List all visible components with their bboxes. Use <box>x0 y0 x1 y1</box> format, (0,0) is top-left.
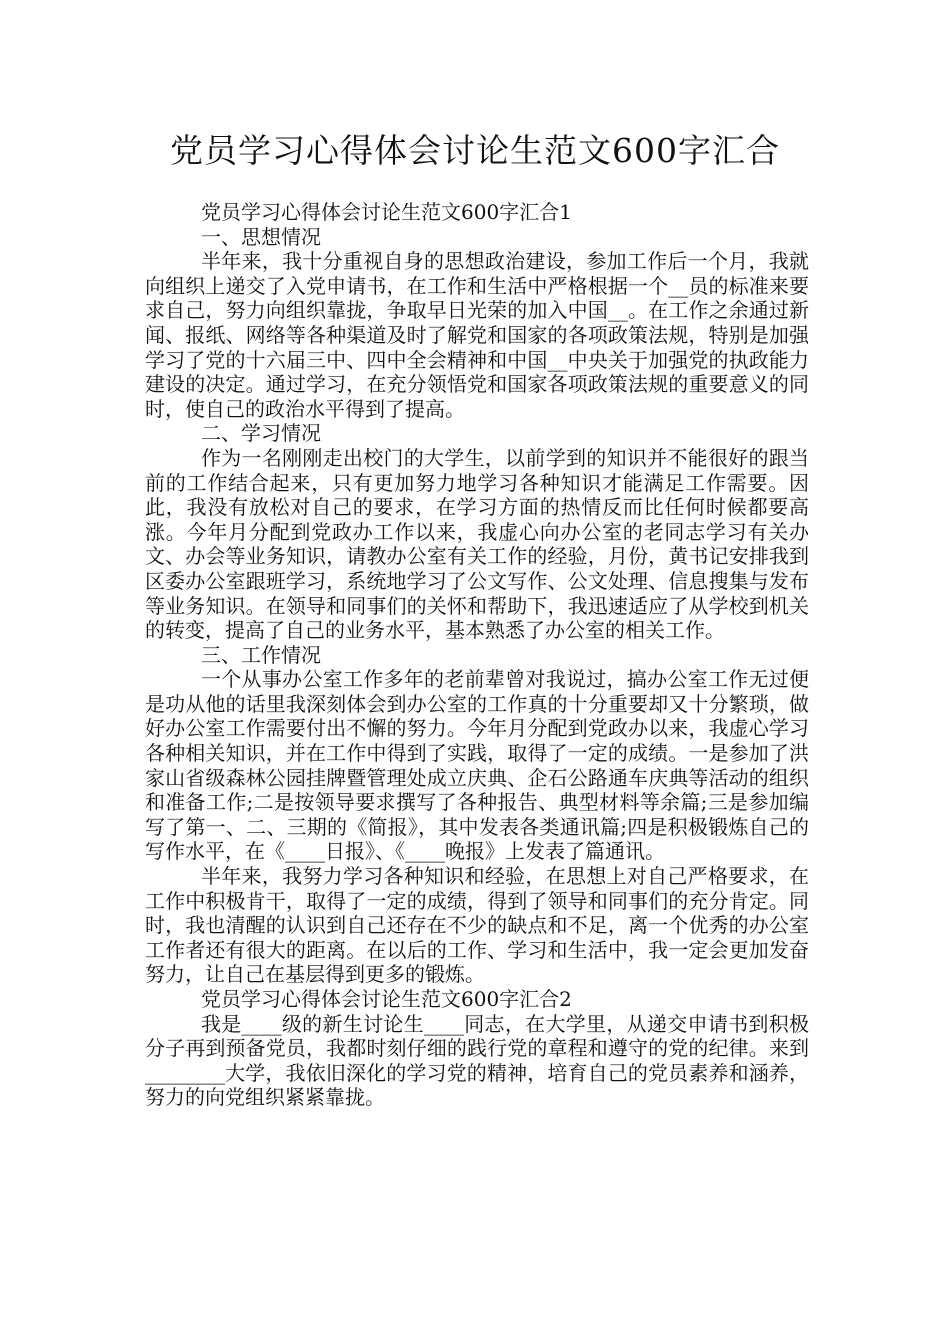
conclusion-paragraph: 半年来，我努力学习各种知识和经验，在思想上对自己严格要求，在工作中积极肯干，取得了一定的成绩，得到了领导和同事们的充分肯定。同时，我也清醒的认识到自己还存在不少的缺点和不足，离一个优秀的办公室工作者还有很大的距离。在以后的工作、学习和生活中，我一定会更加发奋努力，让自己在基层得到更多的锻炼。 <box>145 864 809 987</box>
section-3-paragraph: 一个从事办公室工作多年的老前辈曾对我说过，搞办公室工作无过便是功从他的话里我深刻体会到办公室的工作真的十分重要却又十分繁琐，做好办公室工作需要付出不懈的努力。今年月分配到党政办以来，我虚心学习各种相关知识，并在工作中得到了实践，取得了一定的成绩。一是参加了洪家山省级森林公园挂牌暨管理处成立庆典、企石公路通车庆典等活动的组织和准备工作;二是按领导要求撰写了各种报告、典型材料等余篇;三是参加编写了第一、二、三期的《简报》，其中发表各类通讯篇;四是积极锻炼自己的写作水平，在《____日报》、《____晚报》上发表了篇通讯。 <box>145 667 809 864</box>
article-2-paragraph: 我是____级的新生讨论生____同志，在大学里，从递交申请书到积极分子再到预备党员，我都时刻仔细的践行党的章程和遵守的党的纪律。来到________大学，我依旧深化的学习党的精神，培育自己的党员素养和涵养，努力的向党组织紧紧靠拢。 <box>145 1011 809 1110</box>
section-1-paragraph: 半年来，我十分重视自身的思想政治建设，参加工作后一个月，我就向组织上递交了入党申请书，在工作和生活中严格根据一个__员的标准来要求自己，努力向组织靠拢，争取早日光荣的加入中国__。在工作之余通过新闻、报纸、网络等各种渠道及时了解党和国家的各项政策法规，特别是加强学习了党的十六届三中、四中全会精神和中国__中央关于加强党的执政能力建设的决定。通过学习，在充分领悟党和国家各项政策法规的重要意义的同时，使自己的政治水平得到了提高。 <box>145 249 809 421</box>
section-2-paragraph: 作为一名刚刚走出校门的大学生，以前学到的知识并不能很好的跟当前的工作结合起来，只有更加努力地学习各种知识才能满足工作需要。因此，我没有放松对自己的要求，在学习方面的热情反而比任何时候都要高涨。今年月分配到党政办工作以来，我虚心向办公室的老同志学习有关办文、办会等业务知识，请教办公室有关工作的经验，月份，黄书记安排我到区委办公室跟班学习，系统地学习了公文写作、公文处理、信息搜集与发布等业务知识。在领导和同事们的关怀和帮助下，我迅速适应了从学校到机关的转变，提高了自己的业务水平，基本熟悉了办公室的相关工作。 <box>145 445 809 643</box>
section-1-heading: 一、思想情况 <box>201 224 321 249</box>
article-1-heading: 党员学习心得体会讨论生范文600字汇合1 <box>201 200 572 224</box>
article-2-heading: 党员学习心得体会讨论生范文600字汇合2 <box>201 987 572 1011</box>
section-2-heading: 二、学习情况 <box>201 421 321 446</box>
document-body <box>145 200 809 1110</box>
section-3-heading: 三、工作情况 <box>201 642 321 667</box>
document-title: 党员学习心得体会讨论生范文600字汇合 <box>170 131 780 170</box>
